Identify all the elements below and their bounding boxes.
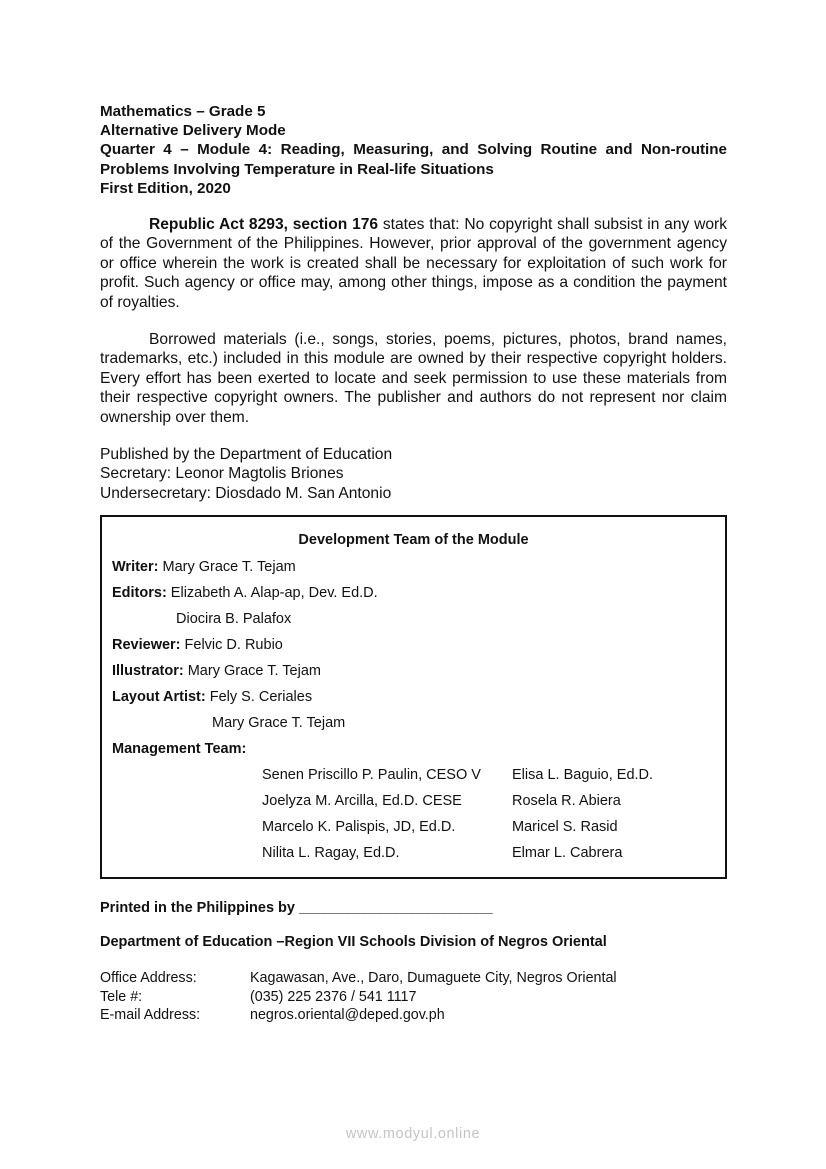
watermark: www.modyul.online bbox=[345, 1126, 481, 1142]
edition: First Edition, 2020 bbox=[100, 179, 231, 197]
reviewer-name: Felvic D. Rubio bbox=[180, 637, 283, 653]
management-member: Maricel S. Rasid bbox=[512, 819, 618, 835]
management-team-row bbox=[112, 741, 246, 757]
contact-block bbox=[100, 969, 617, 1025]
telephone-label: Tele #: bbox=[100, 988, 143, 1005]
illustrator-name: Mary Grace T. Tejam bbox=[183, 663, 321, 679]
email-label: E-mail Address: bbox=[100, 1007, 201, 1023]
undersecretary-line: Undersecretary: Diosdado M. San Antonio bbox=[100, 484, 392, 502]
publisher-block bbox=[100, 445, 392, 503]
management-member: Elisa L. Baguio, Ed.D. bbox=[512, 767, 654, 783]
layout-artist-name: Mary Grace T. Tejam bbox=[212, 715, 346, 731]
reviewer-label: Reviewer: bbox=[112, 637, 181, 653]
borrowed-text: Borrowed materials (i.e., songs, stories, poems, pictures, photos, brand names, trademarks, etc.) included in this module are owned by their respective copyright holders. Every effort has been exerted to locate and seek permission to use these materials from their respective copyright owners. The publisher and authors do not represent nor claim ownership over them. bbox=[100, 331, 727, 426]
editors-label: Editors: bbox=[112, 585, 167, 601]
office-address-label: Office Address: bbox=[100, 970, 197, 986]
writer-label: Writer: bbox=[112, 559, 159, 575]
email-value: negros.oriental@deped.gov.ph bbox=[250, 1007, 445, 1023]
development-team-title: Development Team of the Module bbox=[298, 532, 529, 548]
management-member: Joelyza M. Arcilla, Ed.D. CESE bbox=[262, 793, 462, 809]
layout-artist-row-2 bbox=[212, 715, 345, 731]
management-member: Marcelo K. Palispis, JD, Ed.D. bbox=[262, 819, 456, 835]
reviewer-row bbox=[112, 637, 283, 653]
module-header bbox=[100, 102, 727, 198]
secretary-line: Secretary: Leonor Magtolis Briones bbox=[100, 465, 344, 483]
telephone-row bbox=[100, 988, 617, 1007]
copyright-paragraph bbox=[100, 215, 727, 312]
borrowed-materials-paragraph bbox=[100, 330, 727, 427]
copyright-law-reference: Republic Act 8293, section 176 bbox=[149, 216, 379, 233]
printed-by-line: Printed in the Philippines by ________________________ bbox=[100, 900, 493, 916]
layout-artist-label: Layout Artist: bbox=[112, 689, 206, 705]
email-row bbox=[100, 1006, 617, 1025]
division-line: Department of Education –Region VII Schools Division of Negros Oriental bbox=[100, 934, 607, 950]
management-member: Rosela R. Abiera bbox=[512, 793, 621, 809]
subject-title: Mathematics – Grade 5 bbox=[100, 103, 266, 120]
publisher-line: Published by the Department of Education bbox=[100, 446, 393, 463]
layout-artist-name: Fely S. Ceriales bbox=[205, 689, 313, 705]
development-team-box bbox=[100, 515, 727, 879]
illustrator-label: Illustrator: bbox=[112, 663, 184, 679]
management-member: Elmar L. Cabrera bbox=[512, 845, 623, 861]
management-member: Nilita L. Ragay, Ed.D. bbox=[262, 845, 400, 861]
module-title: Quarter 4 – Module 4: Reading, Measuring, and Solving Routine and Non-routine Problems Involving Temperature in Real-life Situations bbox=[100, 141, 727, 178]
layout-artist-row bbox=[112, 689, 312, 705]
management-team-label: Management Team: bbox=[112, 741, 247, 757]
copyright-text: states that: No copyright shall subsist in any work of the Government of the Philippines. However, prior approval of the government agency or office wherein the work is created shall be necessary for exploitation of such work for profit. Such agency or office may, among other things, impose as a condition the payment of royalties. bbox=[100, 216, 727, 311]
telephone-value: (035) 225 2376 / 541 1117 bbox=[250, 988, 417, 1005]
office-address-value: Kagawasan, Ave., Daro, Dumaguete City, Negros Oriental bbox=[250, 970, 617, 986]
editors-row-2 bbox=[176, 611, 291, 627]
delivery-mode: Alternative Delivery Mode bbox=[100, 122, 286, 140]
editor-name: Diocira B. Palafox bbox=[176, 611, 292, 627]
writer-row bbox=[112, 559, 296, 575]
management-member: Senen Priscillo P. Paulin, CESO V bbox=[262, 767, 481, 783]
editor-name: Elizabeth A. Alap-ap, Dev. Ed.D. bbox=[166, 585, 378, 601]
illustrator-row bbox=[112, 663, 321, 679]
editors-row bbox=[112, 585, 378, 601]
office-address-row bbox=[100, 969, 617, 988]
writer-name: Mary Grace T. Tejam bbox=[158, 559, 296, 575]
